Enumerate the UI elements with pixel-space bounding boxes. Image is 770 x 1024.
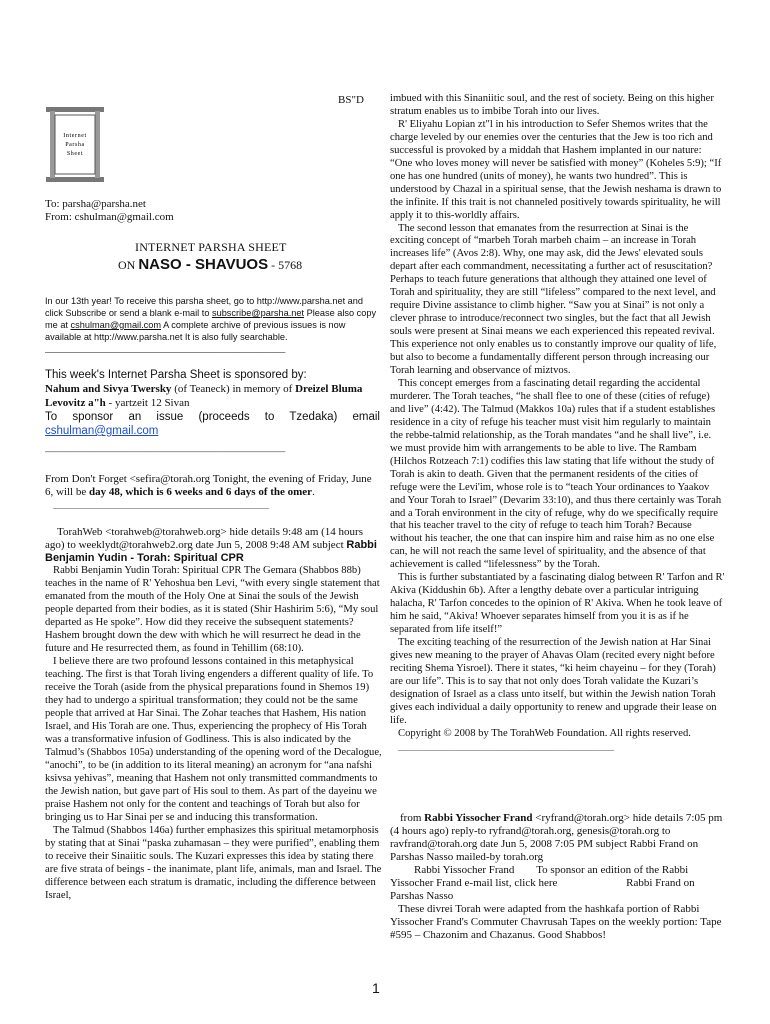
parsha-title xyxy=(118,256,302,273)
intro-text-1: In our 13th year! To receive this parsha sheet, go to http://www.parsha.net and click Subscribe or send a blank e-mail to xyxy=(45,296,364,318)
sponsor-block xyxy=(45,368,380,456)
article-paragraph: Rabbi Benjamin Yudin Torah: Spiritual CPR The Gemara (Shabbos 88b) teaches in the name of R' Yehoshua ben Levi, “with every single statement that emanated from the mouth of the Holy One at Sinai the souls of the Jewish people departed from their bodies, as it is stated (Shir Hashirim 5:6), “My soul departed as He spoke”. How did they receive the subsequent statements? Hashem brought down the dew with which he will resurrect he dead in the future and He resurrected them, as found in Tehillim (68:10). xyxy=(45,565,380,654)
torahweb-meta: TorahWeb <torahweb@torahweb.org> hide details 9:48 am (14 hours ago) to weeklydt@torahweb2.org date Jun 5, 2008 9:48 AM subject xyxy=(45,526,363,551)
intro-text-2: Please also copy me at xyxy=(45,308,377,330)
frand-header xyxy=(390,812,725,864)
logo-line-1: Internet xyxy=(63,133,87,139)
article-paragraph: This concept emerges from a fascinating detail regarding the accidental murderer. The Torah teaches, “he shall flee to one of these (cities of refuge) and live” (4:42). The Talmud (Makkos 10a) rules that if a student establishes residence in a city of refuge his teacher must visit him regularly to maintain the rebbe-talmid relationship, as the Torah mandates “and he shall live”, i.e. we must provide him with arrangements to be able to live. The Rambam (Hilchos Rotzeach 7:1) codifies this law stating that life without the study of Torah is akin to death. Given that the permanent residents of the cities of refuge were the Levi'im, whose role is to “teach Your ordinances to Yaakov and Your Torah to Israel” (Devarim 33:10), and thus there certainly was Torah and a Torah environment in the city of refuge, why do we specifically require that his teacher travel to the city of refuge to teach him Torah? Because without his teacher, the one that can inspire him and raise him as no one else can, he will not reach the same level of spirituality, and the absence of that achievement is called “lifelessness” by the Torah. xyxy=(390,377,722,571)
intro-paragraph xyxy=(45,295,380,353)
sponsor-line: To sponsor an issue (proceeds to Tzedaka) email xyxy=(45,411,380,423)
frand-from: from xyxy=(400,812,425,824)
parsha-name: NASO - SHAVUOS xyxy=(138,256,269,273)
dont-forget-text: From Don't Forget <sefira@torah.org Tonight, the evening of Friday, June 6, will be xyxy=(45,473,372,498)
omer-count: day 48, which is 6 weeks and 6 days of the omer xyxy=(89,486,313,498)
copyright-line: Copyright © 2008 by The TorahWeb Foundation. All rights reserved. xyxy=(398,727,691,739)
dont-forget-block xyxy=(45,473,380,511)
frand-meta: <ryfrand@torah.org> hide details 7:05 pm (4 hours ago) reply-to ryfrand@torah.org, genesis@torah.org to ravfrand@torah.org date Jun 5, 2008 7:05 PM subject Rabbi Frand on Parshas Nasso mailed-by torah.org xyxy=(390,812,723,863)
frand-sponsor: Rabbi Yissocher Frand To sponsor an edition of the Rabbi Yissocher Frand e-mail list, click here Rabbi Frand on Parshas Nasso xyxy=(390,864,698,902)
article-left-column xyxy=(45,564,383,915)
subscribe-link[interactable]: subscribe@parsha.net xyxy=(211,308,305,318)
dont-forget-end: . xyxy=(312,486,315,498)
title-on: ON xyxy=(118,258,136,272)
from-line: From: cshulman@gmail.com xyxy=(45,211,174,223)
sponsor-rule: ________________________________________________ xyxy=(45,442,286,452)
sponsor-email-link[interactable]: cshulman@gmail.com xyxy=(45,425,159,437)
scroll-logo-icon xyxy=(44,107,106,182)
frand-name: Rabbi Yissocher Frand xyxy=(424,812,533,824)
sponsor-memory: (of Teaneck) in memory of xyxy=(171,383,296,395)
article-paragraph: The exciting teaching of the resurrection of the Jewish nation at Har Sinai gives new meaning to the prayer of Ahavas Olam (recited every night before reciting Shema Yisroel). There it states, “ki heim chayeinu – for they (Torah) are our life”. This is to say that not only does Torah validate the Kuzari’s designation of Israel as a class unto itself, but within the Jewish nation Torah gives each individual a daily opportunity to renew and upgrade their lease on life. xyxy=(390,637,717,726)
bsd-header: BS"D xyxy=(338,94,364,106)
sponsor-yahrzeit: - yartzeit 12 Sivan xyxy=(105,397,190,409)
dont-forget-rule: ________________________________________________ xyxy=(53,500,269,510)
article-right-column xyxy=(390,93,725,753)
frand-intro: These divrei Torah were adapted from the hashkafa portion of Rabbi Yissocher Frand's Commuter Chavrusah Tapes on the weekly portion: Tape #595 – Chazonim and Chazanus. Good Shabbos! xyxy=(390,903,722,941)
article-paragraph: This is further substantiated by a fascinating dialog between R' Tarfon and R' Akiva (Kiddushin 6b). After a lengthy debate over a particular intriguing halacha, R' Tarfon concedes to the opinion of R' Akiva. When he took leave of him he said, “Akiva! Whoever separates himself from you it is as if he separated from life itself!” xyxy=(390,572,725,636)
sponsor-names: Nahum and Sivya Twersky xyxy=(45,383,172,395)
torahweb-subject: Rabbi Benjamin Yudin - Torah: Spiritual CPR xyxy=(45,539,377,564)
right-rule: ________________________________________________ xyxy=(398,741,614,752)
article-paragraph: The Talmud (Shabbos 146a) further emphasizes this spiritual metamorphosis by stating that at Sinai “paska zuhamasan – they were purified”, enabling them to receive their Sinaiitic souls. The Kuzari expresses this idea by stating there are five strata of beings - the inanimate, plant life, animals, man and Israel. The difference between each stratum is dramatic, including the difference between Israel, xyxy=(45,825,382,901)
logo-line-3: Sheet xyxy=(66,151,84,157)
torahweb-header xyxy=(45,526,380,565)
title-year: - 5768 xyxy=(271,258,303,272)
address-block xyxy=(45,198,174,224)
article-paragraph-continued: imbued with this Sinaniitic soul, and the rest of society. Being on this higher stratum enables us to imbibe Torah into our lives. xyxy=(390,93,714,117)
page-number: 1 xyxy=(372,980,380,996)
article-paragraph: The second lesson that emanates from the resurrection at Sinai is the exciting concept of “marbeh Torah marbeh chaim – an increase in Torah increases life” (Avos 2:8). Why, one may ask, did the Jews' elevated souls depart after each commandment, necessitating a further act of resuscitation? Perhaps to teach future generations that although they attained one level of Torah and spirituality, they are still “lifeless” compared to the next level, and require Divine assistance to climb higher. “Saw you at Sinai” is not only a clever phrase to introduce/reconnect two singles, but the fact that all Jewish souls were present at Sinai means we each experienced this repeated revival. This experience not only enables us to constantly improve our quality of life, but also to become a fundamentally different person through increasing our Torah learning and observance of miztvos. xyxy=(390,222,717,377)
to-line: To: parsha@parsha.net xyxy=(45,198,146,210)
intro-rule: ________________________________________________ xyxy=(45,343,286,353)
sponsor-dedication xyxy=(45,382,380,410)
article-paragraph: I believe there are two profound lessons contained in this metaphysical teaching. The first is that Torah living engenders a different quality of life. To receive the Torah (aside from the physical preparations found in Shemos 19) they had to undergo a spiritual transformation; they could not be the same people that arrived at Har Sinai. The Zohar teaches that Hashem, His nation Israel, and His Torah are one. Thus, experiencing the prophecy of His Torah was a transformative infusion of Godliness. This is also indicated by the Talmud’s (Shabbos 105a) understanding of the opening word of the Decalogue, “anochi”, to be (in addition to its literal meaning) an acronym for “ana nafshi ksivsa yehivas”, meaning that Hashem not only transmitted commandments to the Jewish nation, but gave part of His soul to them. As part of the dayeinu we praise Hashem not only for the content and teachings of Torah but also for bringing us to Har Sinai per se and inducing this transformation. xyxy=(45,656,382,823)
sponsor-heading: This week's Internet Parsha Sheet is sponsored by: xyxy=(45,369,307,381)
sheet-title: INTERNET PARSHA SHEET xyxy=(135,240,287,254)
intro-text-3: A complete archive of previous issues is now available at http://www.parsha.net It is also fully searchable. xyxy=(45,320,346,342)
frand-block xyxy=(390,812,725,942)
logo-line-2: Parsha xyxy=(65,142,85,148)
sponsor-deceased: Dreizel Bluma Levovitz a"h xyxy=(45,383,363,409)
article-paragraph: R' Eliyahu Lopian zt"l in his introduction to Sefer Shemos writes that the charge leveled by our enemies over the centuries that the Jew is too rich and successful is provoked by a middah that Hashem implanted in our nature: “One who loves money will never be satisfied with money” (Koheles 5:9); “If one has one hundred (units of money), he wants two hundred”. This is understood by Chazal in a spiritual sense, that the Jewish neshama is drawn to the infinite. If this trait is not channeled positively towards spirituality, he will apply it to this-worldly affairs. xyxy=(390,118,722,221)
copy-email-link[interactable]: cshulman@gmail.com xyxy=(70,320,162,330)
